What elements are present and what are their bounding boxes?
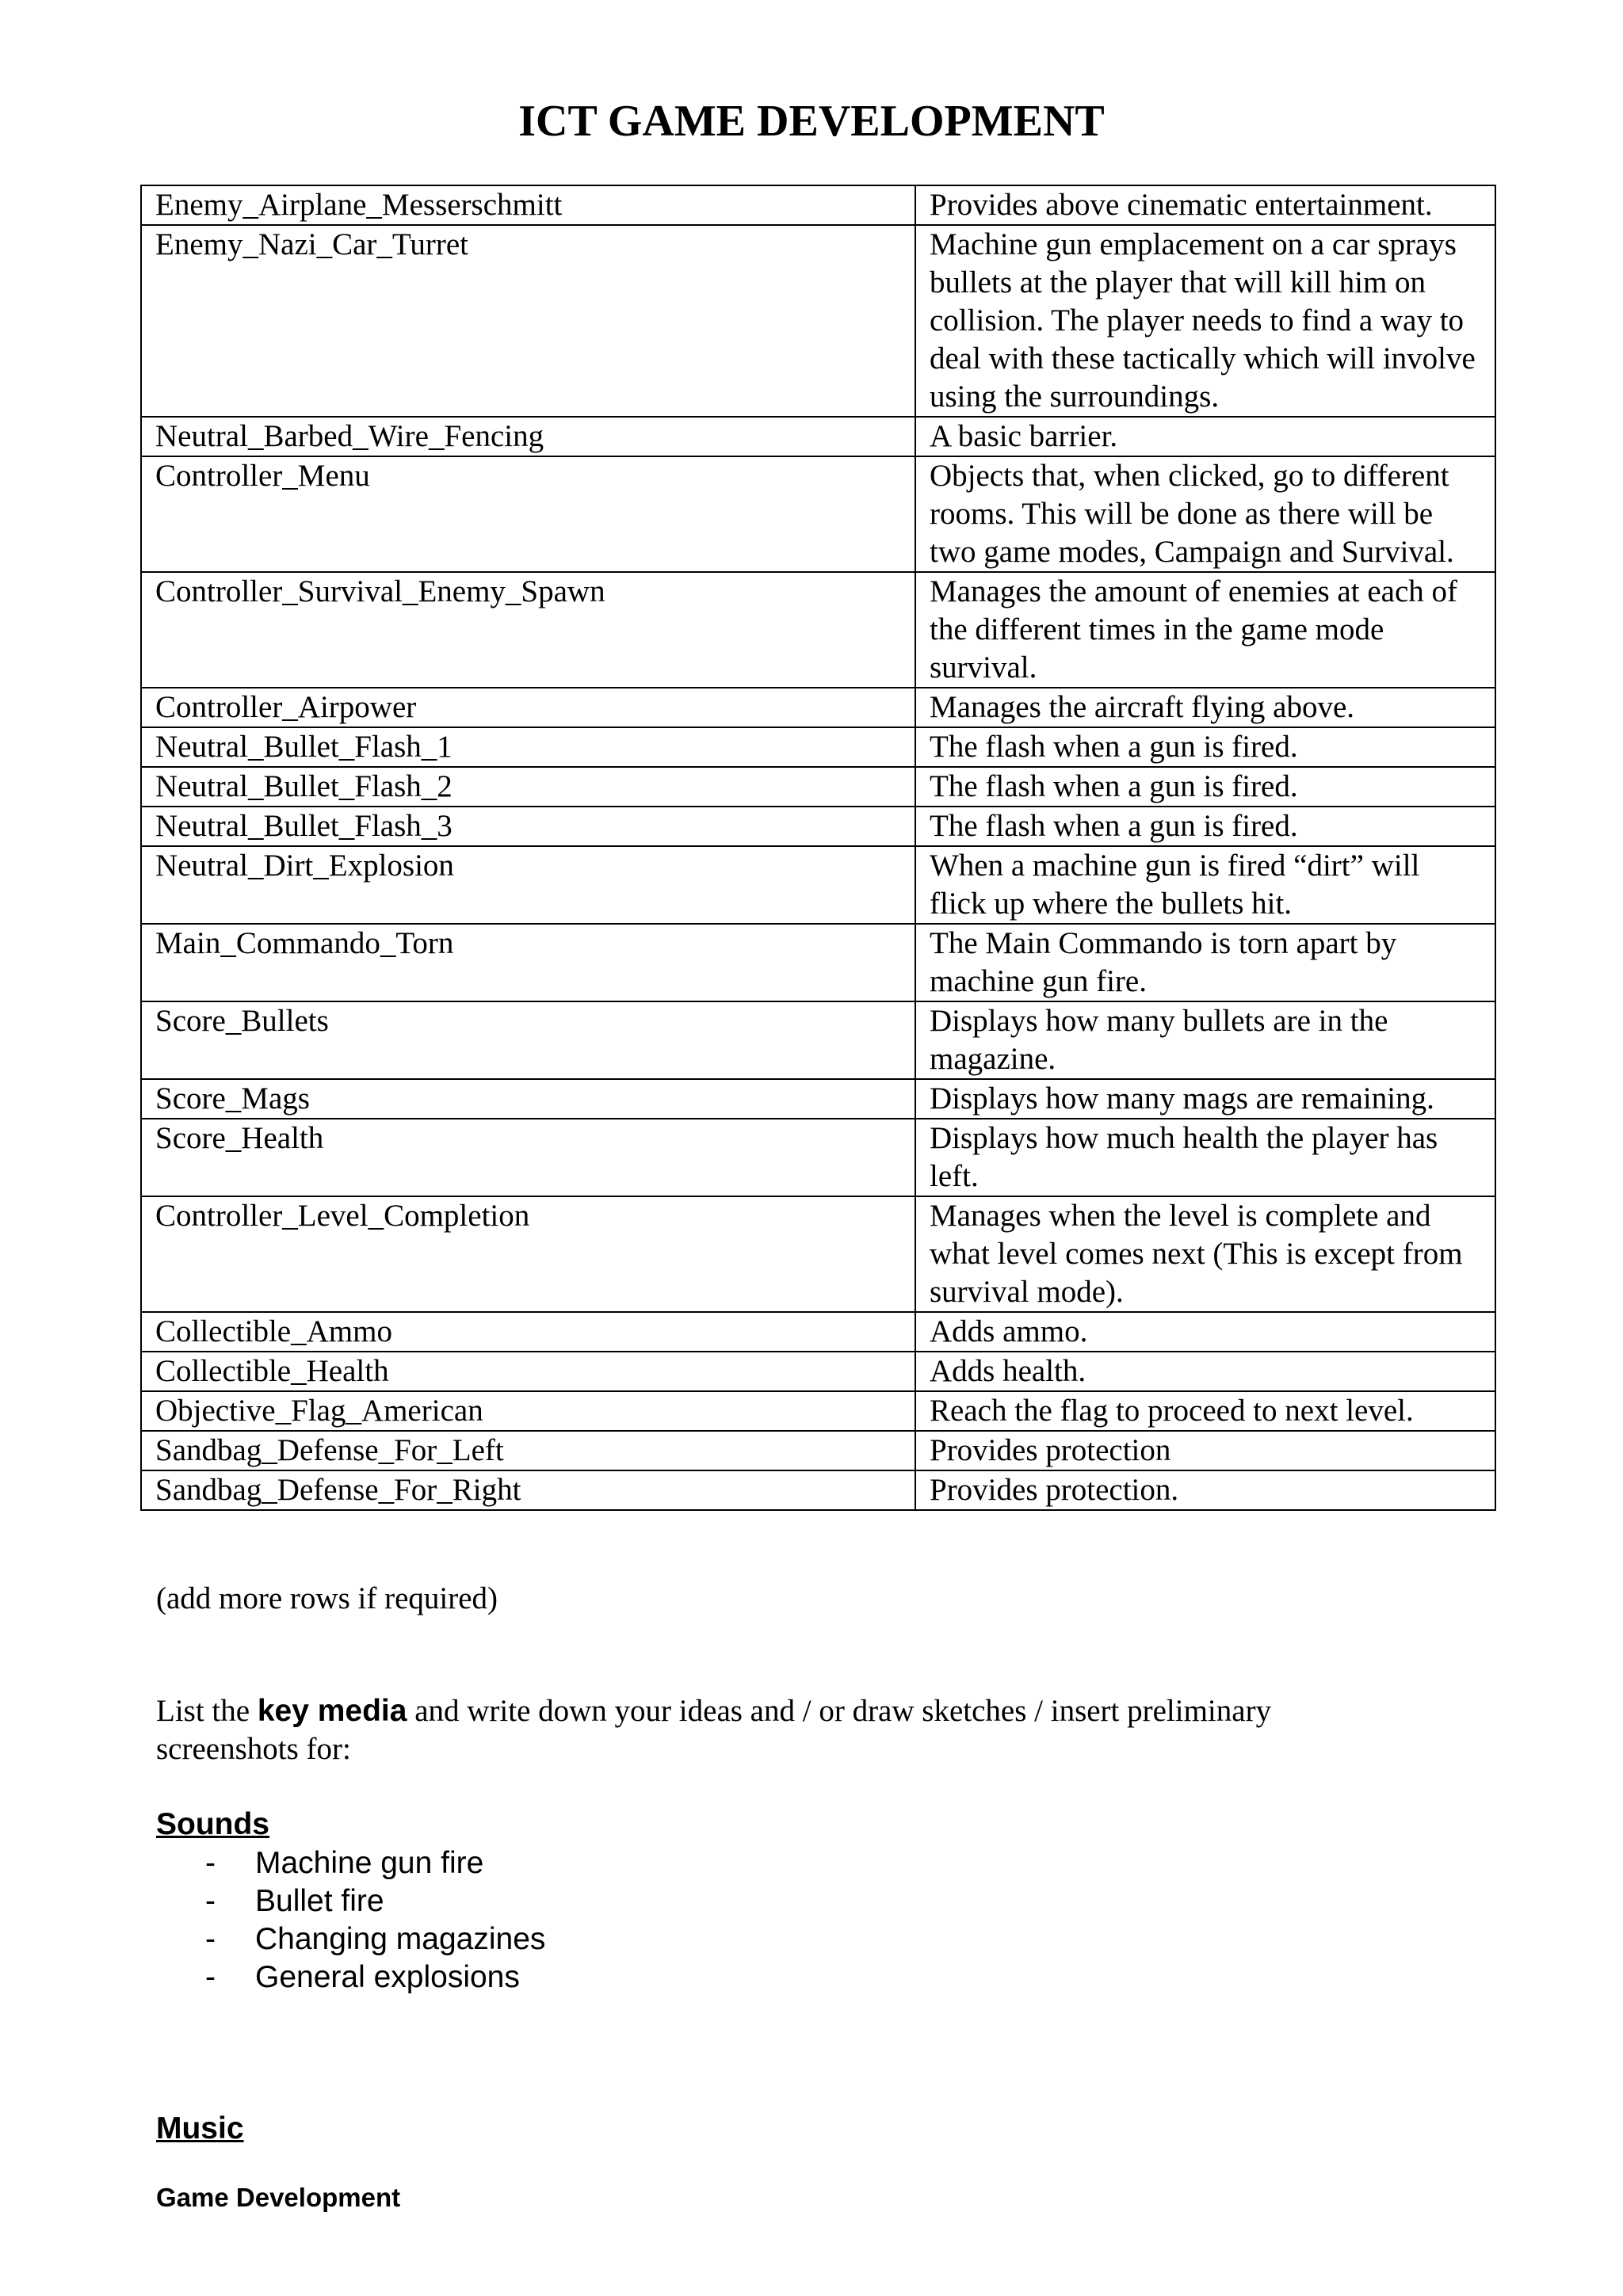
- object-description-cell: The flash when a gun is fired.: [915, 807, 1495, 846]
- table-row: [141, 1312, 1495, 1352]
- sound-item-label: General explosions: [255, 1960, 520, 1994]
- object-name-cell: Score_Mags: [141, 1079, 915, 1119]
- list-dash: -: [205, 1922, 216, 1956]
- sound-item-label: Machine gun fire: [255, 1846, 484, 1880]
- table-row: [141, 1431, 1495, 1470]
- object-description-cell: Adds health.: [915, 1352, 1495, 1391]
- page-footer: Game Development: [156, 2183, 401, 2212]
- object-name-cell: Controller_Survival_Enemy_Spawn: [141, 572, 915, 688]
- instructions-emphasis: key media: [257, 1694, 407, 1728]
- list-item: [156, 1844, 545, 1882]
- object-description-cell: Provides protection: [915, 1431, 1495, 1470]
- object-name-cell: Enemy_Nazi_Car_Turret: [141, 225, 915, 417]
- key-media-instructions: [156, 1692, 1392, 1768]
- object-description-cell: Provides above cinematic entertainment.: [915, 185, 1495, 225]
- add-rows-note: (add more rows if required): [156, 1581, 498, 1615]
- object-description-cell: Displays how many bullets are in the magazine.: [915, 1001, 1495, 1079]
- object-name-cell: Sandbag_Defense_For_Left: [141, 1431, 915, 1470]
- object-description-cell: The flash when a gun is fired.: [915, 767, 1495, 807]
- table-row: [141, 225, 1495, 417]
- table-row: [141, 1079, 1495, 1119]
- object-name-cell: Neutral_Dirt_Explosion: [141, 846, 915, 924]
- sound-item-label: Changing magazines: [255, 1922, 546, 1956]
- table-row: [141, 456, 1495, 572]
- list-item: [156, 1920, 545, 1958]
- object-description-cell: Machine gun emplacement on a car sprays bullets at the player that will kill him on collision. The player needs to find a way to deal with these tactically which will involve using the surroundings.: [915, 225, 1495, 417]
- object-description-cell: The flash when a gun is fired.: [915, 727, 1495, 767]
- sounds-heading: Sounds: [156, 1807, 269, 1841]
- object-description-cell: Manages the aircraft flying above.: [915, 688, 1495, 727]
- object-name-cell: Enemy_Airplane_Messerschmitt: [141, 185, 915, 225]
- object-description-cell: Manages when the level is complete and what level comes next (This is except from survival mode).: [915, 1196, 1495, 1312]
- object-name-cell: Collectible_Health: [141, 1352, 915, 1391]
- object-name-cell: Neutral_Bullet_Flash_2: [141, 767, 915, 807]
- object-name-cell: Score_Bullets: [141, 1001, 915, 1079]
- object-name-cell: Controller_Level_Completion: [141, 1196, 915, 1312]
- table-row: [141, 688, 1495, 727]
- object-name-cell: Neutral_Bullet_Flash_1: [141, 727, 915, 767]
- table-row: [141, 572, 1495, 688]
- table-row: [141, 846, 1495, 924]
- object-name-cell: Sandbag_Defense_For_Right: [141, 1470, 915, 1510]
- object-name-cell: Controller_Menu: [141, 456, 915, 572]
- objects-table: [140, 185, 1496, 1511]
- table-row: [141, 1352, 1495, 1391]
- table-row: [141, 727, 1495, 767]
- object-description-cell: Adds ammo.: [915, 1312, 1495, 1352]
- table-row: [141, 1470, 1495, 1510]
- instructions-prefix: List the: [156, 1694, 258, 1728]
- table-row: [141, 417, 1495, 456]
- sounds-list: [156, 1844, 545, 1997]
- object-name-cell: Score_Health: [141, 1119, 915, 1196]
- object-description-cell: The Main Commando is torn apart by machine gun fire.: [915, 924, 1495, 1001]
- sound-item-label: Bullet fire: [255, 1884, 384, 1918]
- list-dash: -: [205, 1884, 216, 1918]
- object-name-cell: Neutral_Bullet_Flash_3: [141, 807, 915, 846]
- object-name-cell: Collectible_Ammo: [141, 1312, 915, 1352]
- table-row: [141, 1391, 1495, 1431]
- list-dash: -: [205, 1960, 216, 1994]
- object-description-cell: A basic barrier.: [915, 417, 1495, 456]
- table-row: [141, 1196, 1495, 1312]
- page-title: ICT GAME DEVELOPMENT: [518, 97, 1105, 146]
- table-row: [141, 767, 1495, 807]
- table-row: [141, 185, 1495, 225]
- table-row: [141, 1119, 1495, 1196]
- table-row: [141, 807, 1495, 846]
- object-description-cell: Displays how many mags are remaining.: [915, 1079, 1495, 1119]
- object-name-cell: Main_Commando_Torn: [141, 924, 915, 1001]
- table-row: [141, 1001, 1495, 1079]
- object-name-cell: Neutral_Barbed_Wire_Fencing: [141, 417, 915, 456]
- object-name-cell: Objective_Flag_American: [141, 1391, 915, 1431]
- object-description-cell: Manages the amount of enemies at each of the different times in the game mode survival.: [915, 572, 1495, 688]
- object-description-cell: When a machine gun is fired “dirt” will flick up where the bullets hit.: [915, 846, 1495, 924]
- object-description-cell: Objects that, when clicked, go to different rooms. This will be done as there will be two game modes, Campaign and Survival.: [915, 456, 1495, 572]
- list-item: [156, 1958, 545, 1997]
- list-dash: -: [205, 1846, 216, 1880]
- table-row: [141, 924, 1495, 1001]
- object-description-cell: Reach the flag to proceed to next level.: [915, 1391, 1495, 1431]
- instructions-suffix: and write down your ideas and / or draw sketches / insert preliminary screenshots for:: [156, 1694, 1272, 1766]
- list-item: [156, 1882, 545, 1920]
- object-description-cell: Displays how much health the player has left.: [915, 1119, 1495, 1196]
- object-name-cell: Controller_Airpower: [141, 688, 915, 727]
- music-heading: Music: [156, 2111, 244, 2145]
- object-description-cell: Provides protection.: [915, 1470, 1495, 1510]
